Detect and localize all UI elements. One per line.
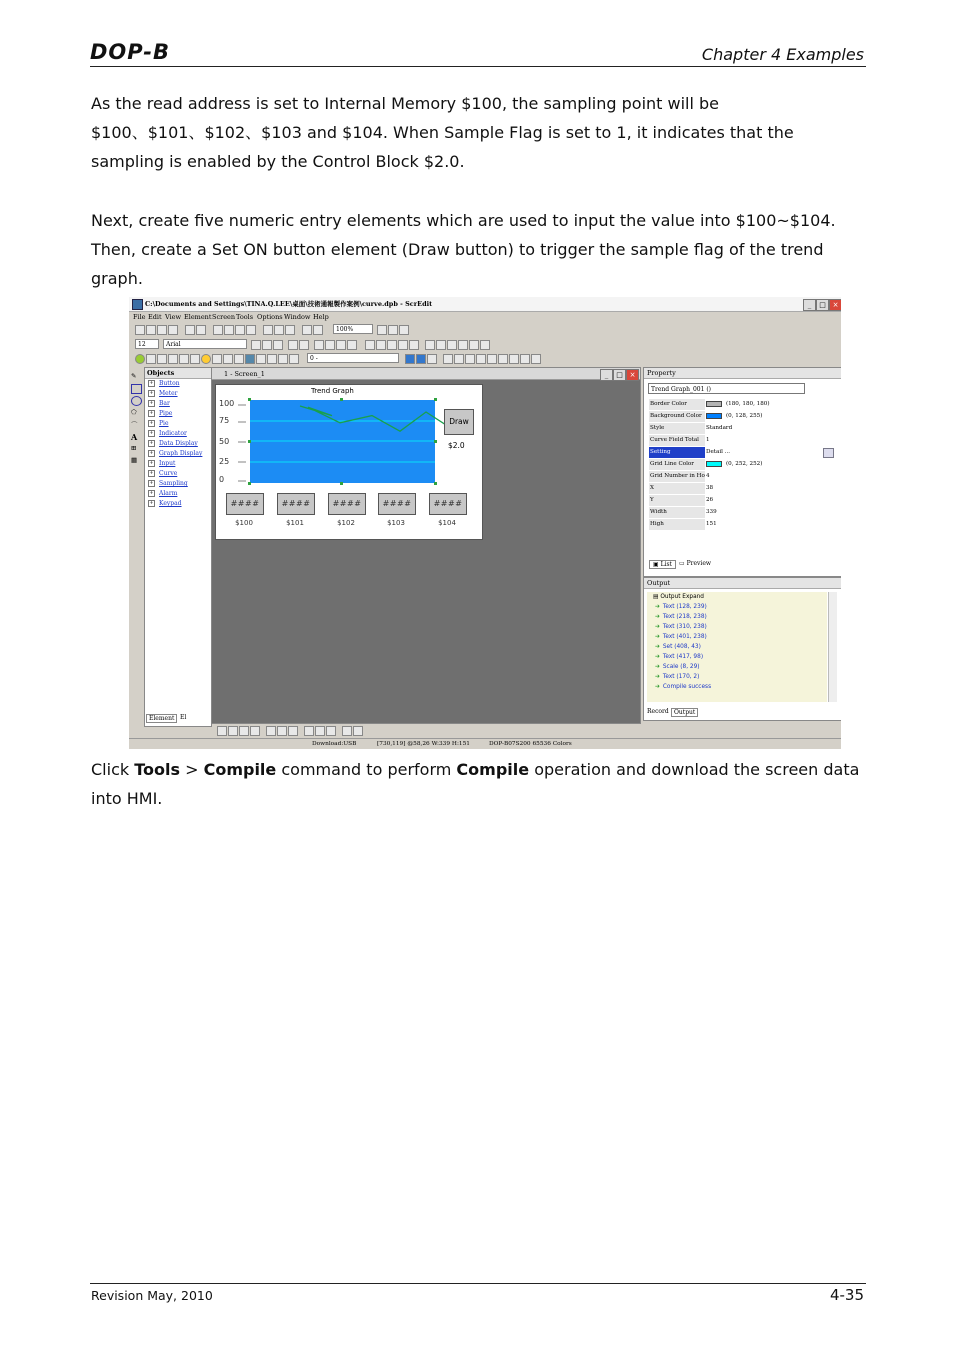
- screen-minimize-button[interactable]: _: [600, 369, 613, 381]
- object-item-input[interactable]: + Input: [149, 460, 176, 467]
- menu-options[interactable]: Options: [257, 313, 283, 321]
- prop-row-border-color[interactable]: Border Color (180, 180, 180): [649, 399, 834, 410]
- y-axis-ticks: [238, 405, 246, 481]
- prop-row-setting[interactable]: Setting Detail ...: [649, 447, 834, 458]
- object-item-meter[interactable]: + Meter: [149, 390, 178, 397]
- tab-el[interactable]: El: [180, 714, 187, 721]
- y-label-50: 50: [219, 437, 230, 446]
- layout-icon-4[interactable]: [250, 726, 260, 736]
- color-swatch: [706, 401, 722, 407]
- paragraph-create-elements: Next, create five numeric entry elements which are used to input the value into $100~$104. Then, create a Set ON button element (Draw button) to trigger the sample flag of the trend graph.: [91, 211, 836, 288]
- distribute-h-icon[interactable]: [458, 340, 468, 350]
- table-tool-icon[interactable]: ▦: [131, 456, 138, 464]
- align-top-icon[interactable]: [425, 340, 435, 350]
- object-item-sampling[interactable]: + Sampling: [149, 480, 188, 487]
- minimize-button[interactable]: _: [803, 299, 816, 311]
- drawing-tools: [130, 372, 143, 492]
- footer-rule: [90, 1283, 866, 1284]
- order-icon[interactable]: [454, 354, 464, 364]
- font-color-icon[interactable]: [314, 340, 324, 350]
- objects-panel: [144, 367, 212, 727]
- output-panel-header: [644, 578, 841, 589]
- distribute-v-icon[interactable]: [469, 340, 479, 350]
- output-line[interactable]: ➔ Text (218, 238): [655, 614, 707, 620]
- address-label-102: $102: [337, 519, 355, 527]
- menu-screen[interactable]: Screen: [212, 313, 236, 321]
- output-scrollbar[interactable]: [828, 592, 837, 702]
- property-panel-title: Property: [647, 369, 676, 377]
- maximize-button[interactable]: □: [816, 299, 829, 311]
- pie-element-icon[interactable]: [201, 354, 211, 364]
- menu-window[interactable]: Window: [284, 313, 311, 321]
- flip-h-icon[interactable]: [465, 354, 475, 364]
- output-line[interactable]: ➔ Text (128, 239): [655, 604, 707, 610]
- page-number: 4-35: [829, 1286, 864, 1304]
- send-back-icon[interactable]: [443, 354, 453, 364]
- tab-record[interactable]: Record: [647, 708, 669, 715]
- op-ref-compile: Compile: [456, 760, 530, 779]
- menu-ref-compile: Compile: [203, 760, 277, 779]
- layout-icon-6[interactable]: [277, 726, 287, 736]
- arc-tool-icon[interactable]: ⌒: [131, 421, 138, 429]
- output-line[interactable]: ➔ Set (408, 43): [655, 644, 701, 650]
- object-item-button[interactable]: + Button: [149, 380, 180, 387]
- output-line[interactable]: ➔ Text (417, 98): [655, 654, 703, 660]
- detail-dialog-icon[interactable]: [823, 448, 834, 458]
- layout-icon-7[interactable]: [288, 726, 298, 736]
- prop-row-grid-line-color[interactable]: Grid Line Color (0, 252, 252): [649, 459, 834, 470]
- y-label-0: 0: [219, 475, 225, 484]
- copy-icon[interactable]: [224, 325, 234, 335]
- output-line-compile-success[interactable]: ➔ Compile success: [655, 684, 711, 690]
- flip-v-icon[interactable]: [476, 354, 486, 364]
- font-shrink-icon[interactable]: [262, 340, 272, 350]
- align-middle-icon[interactable]: [447, 340, 457, 350]
- prop-row-y[interactable]: Y 26: [649, 495, 834, 506]
- objects-panel-header: [145, 368, 211, 379]
- status-position: [730,119] @58,26 W:339 H:151: [377, 741, 470, 747]
- menu-help[interactable]: Help: [313, 313, 329, 321]
- prop-row-x[interactable]: X 38: [649, 483, 834, 494]
- layout-icon-3[interactable]: [239, 726, 249, 736]
- curve-element-icon[interactable]: [245, 354, 255, 364]
- address-label-103: $103: [387, 519, 405, 527]
- prop-row-background-color[interactable]: Background Color (0, 128, 255): [649, 411, 834, 422]
- screen-window-header: [212, 368, 640, 380]
- align-left-icon[interactable]: [376, 340, 386, 350]
- output-log[interactable]: [647, 592, 827, 702]
- dop-b-logo: DOP-B: [90, 40, 171, 64]
- menu-ref-tools: Tools: [134, 760, 180, 779]
- underline-icon[interactable]: [347, 340, 357, 350]
- header-rule: [90, 66, 866, 67]
- text-wrap-icon[interactable]: [299, 340, 309, 350]
- screen-maximize-button[interactable]: □: [613, 369, 626, 381]
- text-align-icon[interactable]: [288, 340, 298, 350]
- ellipse-tool-icon[interactable]: [131, 396, 142, 406]
- close-file-icon[interactable]: [168, 325, 178, 335]
- output-expand-header[interactable]: ▤ Output Expand: [653, 594, 704, 600]
- layout-toolbar: [211, 725, 639, 737]
- text-tool-icon[interactable]: A: [131, 432, 138, 442]
- simulate-icon[interactable]: [313, 325, 323, 335]
- layout-icon-10[interactable]: [326, 726, 336, 736]
- italic-icon[interactable]: [336, 340, 346, 350]
- trend-graph[interactable]: [216, 385, 482, 539]
- status-model: DOP-B07S200 65536 Colors: [489, 741, 572, 747]
- input-element-icon[interactable]: [234, 354, 244, 364]
- redo-icon[interactable]: [196, 325, 206, 335]
- layer-icon[interactable]: [405, 354, 415, 364]
- screen-props-icon[interactable]: [520, 354, 530, 364]
- font-name-combo[interactable]: Arial: [163, 339, 247, 349]
- screen-close-button[interactable]: ×: [626, 369, 639, 381]
- zoom-fit-icon[interactable]: [399, 325, 409, 335]
- numeric-entry-101[interactable]: ####: [277, 493, 315, 515]
- objects-tabs: [144, 713, 210, 723]
- menu-element[interactable]: Element: [184, 313, 212, 321]
- open-icon[interactable]: [146, 325, 156, 335]
- button-element-icon[interactable]: [179, 354, 189, 364]
- meter-element-icon[interactable]: [146, 354, 156, 364]
- close-button[interactable]: ×: [829, 299, 841, 311]
- keypad-element-icon[interactable]: [278, 354, 288, 364]
- app-icon: [132, 299, 143, 310]
- snap-icon[interactable]: [509, 354, 519, 364]
- draw-button[interactable]: Draw: [444, 409, 474, 435]
- standard-toolbar: [133, 324, 433, 336]
- scredit-screenshot: [129, 297, 841, 749]
- output-tabs: [643, 707, 840, 719]
- state-combo[interactable]: 0 -: [307, 353, 399, 363]
- compile-icon[interactable]: [263, 325, 273, 335]
- indicator-element-icon[interactable]: [190, 354, 200, 364]
- output-panel: [643, 577, 841, 721]
- lamp-element-icon[interactable]: [135, 354, 145, 364]
- property-tabs: [643, 559, 840, 571]
- window-title: C:\Documents and Settings\TINA.Q.LEE\桌面\技術通報製作案例\curve.dpb - ScrEdit: [145, 300, 433, 308]
- save-icon[interactable]: [157, 325, 167, 335]
- polygon-tool-icon[interactable]: ⬠: [131, 408, 137, 416]
- data-display-icon[interactable]: [212, 354, 222, 364]
- sample-flag-label: $2.0: [448, 441, 465, 450]
- menu-bar: [129, 312, 841, 322]
- pencil-icon[interactable]: ✎: [131, 372, 137, 380]
- color-swatch: [706, 461, 722, 467]
- object-item-indicator[interactable]: + Indicator: [149, 430, 187, 437]
- layer-2-icon[interactable]: [416, 354, 426, 364]
- tab-preview[interactable]: ▭ Preview: [679, 560, 712, 567]
- address-label-100: $100: [235, 519, 253, 527]
- pipe-element-icon[interactable]: [168, 354, 178, 364]
- property-panel: [643, 367, 841, 577]
- upload-icon[interactable]: [285, 325, 295, 335]
- zoom-out-icon[interactable]: [388, 325, 398, 335]
- bring-front-icon[interactable]: [427, 354, 437, 364]
- output-panel-title: Output: [647, 579, 671, 587]
- objects-panel-title: Objects: [147, 369, 175, 377]
- object-item-bar[interactable]: + Bar: [149, 400, 170, 407]
- screen-preview-icon[interactable]: [531, 354, 541, 364]
- print-icon[interactable]: [302, 325, 312, 335]
- output-line[interactable]: ➔ Text (310, 238): [655, 624, 707, 630]
- layout-icon-11[interactable]: [342, 726, 352, 736]
- numeric-entry-102[interactable]: ####: [328, 493, 366, 515]
- hmi-screen-canvas[interactable]: [215, 384, 483, 540]
- layout-icon-2[interactable]: [228, 726, 238, 736]
- scale-tool-icon[interactable]: ⊞: [131, 444, 137, 452]
- y-label-75: 75: [219, 416, 230, 425]
- object-item-graph-display[interactable]: + Graph Display: [149, 450, 203, 457]
- align-bottom-icon[interactable]: [436, 340, 446, 350]
- menu-tools[interactable]: Tools: [236, 313, 254, 321]
- object-item-data-display[interactable]: + Data Display: [149, 440, 198, 447]
- object-item-pipe[interactable]: + Pipe: [149, 410, 173, 417]
- sampling-element-icon[interactable]: [256, 354, 266, 364]
- prop-row-width[interactable]: Width 339: [649, 507, 834, 518]
- object-item-pie[interactable]: + Pie: [149, 420, 169, 427]
- group-icon[interactable]: [398, 340, 408, 350]
- status-download: Download:USB: [312, 741, 357, 747]
- tab-element[interactable]: Element: [146, 714, 177, 723]
- rotate-icon[interactable]: [487, 354, 497, 364]
- y-label-25: 25: [219, 457, 230, 466]
- element-selector[interactable]: Trend Graph_001 (): [648, 383, 805, 394]
- address-label-104: $104: [438, 519, 456, 527]
- paragraph-compile: Click Tools > Compile command to perform Compile operation and download the screen data into HMI.: [91, 760, 860, 808]
- same-size-icon[interactable]: [480, 340, 490, 350]
- download-icon[interactable]: [274, 325, 284, 335]
- new-icon[interactable]: [135, 325, 145, 335]
- object-item-alarm[interactable]: + Alarm: [149, 490, 178, 497]
- align-center-icon[interactable]: [387, 340, 397, 350]
- layout-icon-9[interactable]: [315, 726, 325, 736]
- font-grow-icon[interactable]: [251, 340, 261, 350]
- font-size-combo[interactable]: 12: [135, 339, 159, 349]
- ungroup-icon[interactable]: [409, 340, 419, 350]
- format-toolbar: [133, 339, 553, 351]
- prop-row-high[interactable]: High 151: [649, 519, 834, 530]
- zoom-in-icon[interactable]: [377, 325, 387, 335]
- screen-window: [211, 367, 641, 724]
- numeric-entry-100[interactable]: ####: [226, 493, 264, 515]
- rectangle-tool-icon[interactable]: [131, 384, 142, 394]
- layout-icon-5[interactable]: [266, 726, 276, 736]
- bold-icon[interactable]: [325, 340, 335, 350]
- object-item-keypad[interactable]: + Keypad: [149, 500, 182, 507]
- property-panel-header: [644, 368, 841, 379]
- paste-icon[interactable]: [235, 325, 245, 335]
- title-bar: [129, 297, 841, 312]
- paragraph-sampling: As the read address is set to Internal Memory $100, the sampling point will be $100、$101、$102、$103 and $104. When Sample Flag is set to 1, it indicates that the sampling is enabled by the Control Block $2.0.: [91, 94, 794, 171]
- chapter-heading: Chapter 4 Examples: [701, 45, 864, 64]
- output-line[interactable]: ➔ Text (170, 2): [655, 674, 699, 680]
- undo-icon[interactable]: [185, 325, 195, 335]
- prop-row-curve-field-total[interactable]: Curve Field Total 1: [649, 435, 834, 446]
- find-icon[interactable]: [246, 325, 256, 335]
- layout-icon-8[interactable]: [304, 726, 314, 736]
- element-toolbar: [133, 353, 553, 365]
- plot-background: [250, 400, 435, 483]
- status-bar: [129, 738, 841, 749]
- prop-row-style[interactable]: Style Standard: [649, 423, 834, 434]
- output-line[interactable]: ➔ Text (401, 238): [655, 634, 707, 640]
- prop-row-grid-number[interactable]: Grid Number in Ho 4: [649, 471, 834, 482]
- screen-window-title: 1 - Screen_1: [224, 370, 265, 378]
- text-fit-icon[interactable]: [273, 340, 283, 350]
- numeric-entry-103[interactable]: ####: [378, 493, 416, 515]
- menu-edit[interactable]: Edit: [148, 313, 162, 321]
- y-label-100: 100: [219, 399, 235, 408]
- numeric-entry-104[interactable]: ####: [429, 493, 467, 515]
- address-label-101: $101: [286, 519, 304, 527]
- zoom-combo[interactable]: 100%: [333, 324, 373, 334]
- line-tool-icon[interactable]: [365, 340, 375, 350]
- graph-display-icon[interactable]: [223, 354, 233, 364]
- menu-file[interactable]: File: [133, 313, 146, 321]
- menu-view[interactable]: View: [165, 313, 182, 321]
- object-item-curve[interactable]: + Curve: [149, 470, 178, 477]
- output-line[interactable]: ➔ Scale (8, 29): [655, 664, 700, 670]
- cut-icon[interactable]: [213, 325, 223, 335]
- table-element-icon[interactable]: [289, 354, 299, 364]
- alarm-element-icon[interactable]: [267, 354, 277, 364]
- bar-element-icon[interactable]: [157, 354, 167, 364]
- layout-icon-12[interactable]: [353, 726, 363, 736]
- tab-list[interactable]: ▣ List: [649, 560, 676, 569]
- layout-icon-1[interactable]: [217, 726, 227, 736]
- grid-icon[interactable]: [498, 354, 508, 364]
- trend-graph-title: Trend Graph: [311, 387, 354, 395]
- color-swatch: [706, 413, 722, 419]
- tab-output[interactable]: Output: [671, 708, 698, 717]
- revision-text: Revision May, 2010: [91, 1288, 213, 1303]
